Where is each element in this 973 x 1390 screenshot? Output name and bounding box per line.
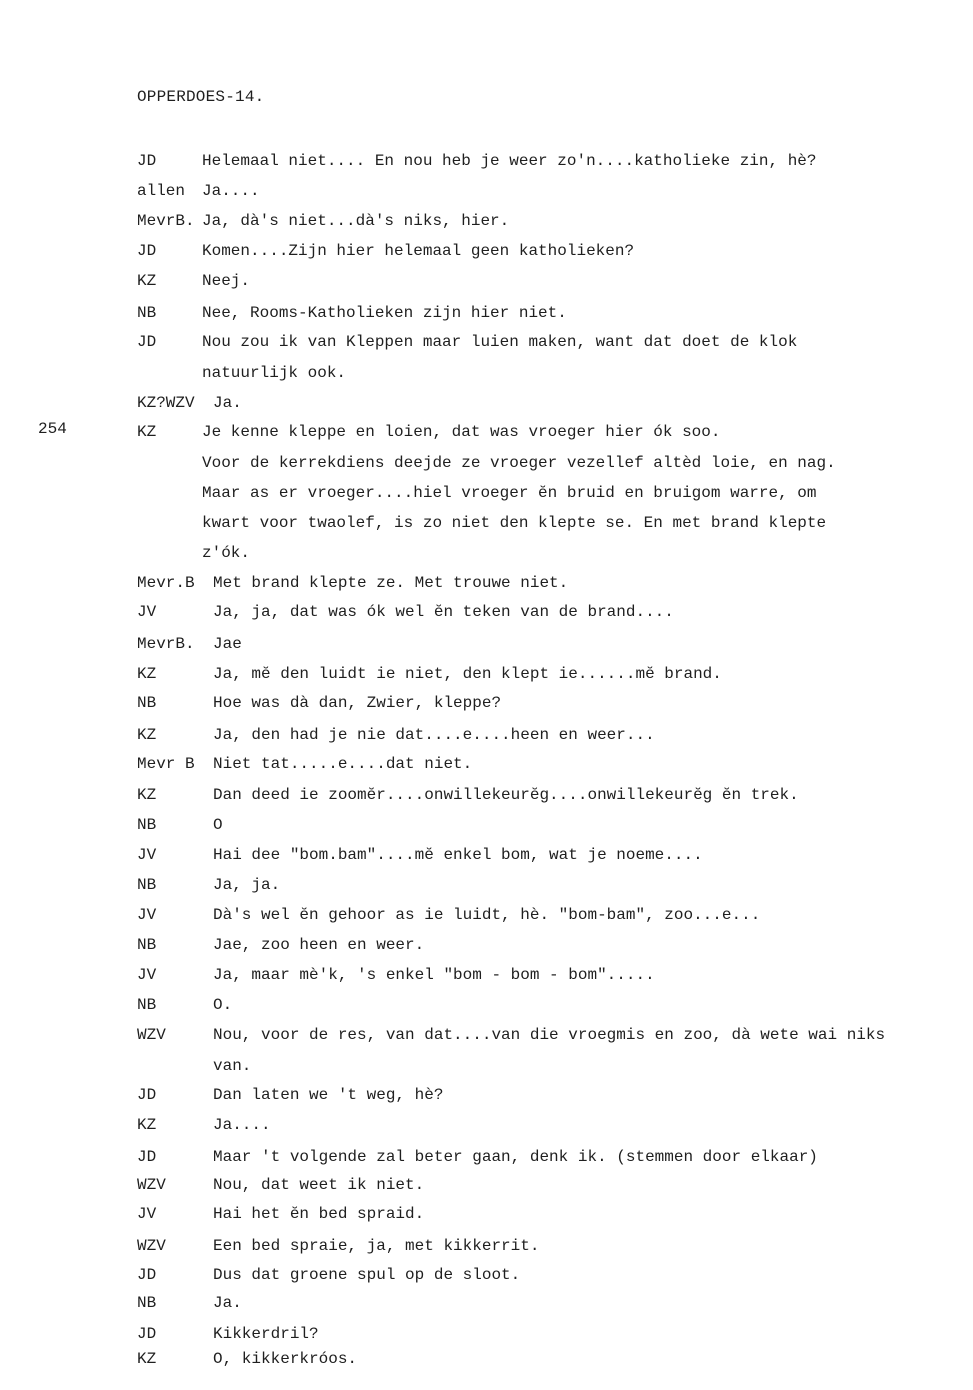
speaker-label: KZ xyxy=(137,726,157,744)
dialogue-text: kwart voor twaolef, is zo niet den klepte se. En met brand klepte xyxy=(202,514,827,532)
dialogue-line xyxy=(0,392,973,414)
dialogue-line xyxy=(0,874,973,896)
dialogue-text: natuurlijk ook. xyxy=(202,364,347,382)
dialogue-text: Hoe was dà dan, Zwier, kleppe? xyxy=(213,694,502,712)
dialogue-text: Ja, dà's niet...dà's niks, hier. xyxy=(202,212,510,230)
dialogue-text: Dan deed ie zoomĕr....onwillekeurĕg....onwillekeurĕg ĕn trek. xyxy=(213,786,799,804)
dialogue-line xyxy=(0,452,973,474)
dialogue-text: Hai dee "bom.bam"....mĕ enkel bom, wat je noeme.... xyxy=(213,846,703,864)
dialogue-line xyxy=(0,904,973,926)
dialogue-line xyxy=(0,150,973,172)
dialogue-text: Ja, ja. xyxy=(213,876,281,894)
dialogue-line xyxy=(0,934,973,956)
dialogue-line xyxy=(0,1084,973,1106)
speaker-label: JD xyxy=(137,242,157,260)
dialogue-line xyxy=(0,542,973,564)
dialogue-line xyxy=(0,362,973,384)
dialogue-text: van. xyxy=(213,1057,252,1075)
speaker-label: KZ xyxy=(137,423,157,441)
speaker-label: KZ xyxy=(137,1350,157,1368)
dialogue-line xyxy=(0,601,973,623)
dialogue-text: Je kenne kleppe en loien, dat was vroeger hier ók soo. xyxy=(202,423,721,441)
speaker-label: NB xyxy=(137,304,157,322)
dialogue-text: Ja, den had je nie dat....e....heen en weer... xyxy=(213,726,655,744)
speaker-label: NB xyxy=(137,816,157,834)
dialogue-line xyxy=(0,302,973,324)
dialogue-text: Jae xyxy=(213,635,242,653)
speaker-label: JD xyxy=(137,1086,157,1104)
dialogue-line xyxy=(0,331,973,353)
dialogue-line xyxy=(0,210,973,232)
dialogue-line xyxy=(0,1174,973,1196)
dialogue-line xyxy=(0,1146,973,1168)
speaker-label: WZV xyxy=(137,1176,166,1194)
dialogue-line xyxy=(0,1235,973,1257)
speaker-label: JD xyxy=(137,1325,157,1343)
dialogue-text: Ja. xyxy=(213,1294,242,1312)
dialogue-text: Jae, zoo heen en weer. xyxy=(213,936,425,954)
dialogue-line xyxy=(0,1292,973,1314)
dialogue-text: Komen....Zijn hier helemaal geen katholieken? xyxy=(202,242,635,260)
dialogue-text: Ja, mĕ den luidt ie niet, den klept ie......mĕ brand. xyxy=(213,665,722,683)
dialogue-text: Nou, dat weet ik niet. xyxy=(213,1176,425,1194)
dialogue-text: Helemaal niet.... En nou heb je weer zo'n....katholieke zin, hè? xyxy=(202,152,817,170)
dialogue-line xyxy=(0,844,973,866)
dialogue-text: Niet tat.....e....dat niet. xyxy=(213,755,473,773)
dialogue-text: Hai het ĕn bed spraid. xyxy=(213,1205,425,1223)
dialogue-line xyxy=(0,180,973,202)
dialogue-line xyxy=(0,724,973,746)
dialogue-text: O xyxy=(213,816,223,834)
speaker-label: KZ xyxy=(137,665,157,683)
dialogue-text: Kikkerdril? xyxy=(213,1325,319,1343)
speaker-label: JV xyxy=(137,846,157,864)
speaker-label: JD xyxy=(137,152,157,170)
dialogue-line xyxy=(0,994,973,1016)
speaker-label: JV xyxy=(137,966,157,984)
dialogue-line xyxy=(0,1348,973,1370)
dialogue-text: Ja.... xyxy=(202,182,260,200)
dialogue-text: Nee, Rooms-Katholieken zijn hier niet. xyxy=(202,304,567,322)
dialogue-line xyxy=(0,1024,973,1046)
speaker-label: KZ xyxy=(137,1116,157,1134)
dialogue-text: Ja, ja, dat was ók wel ĕn teken van de brand.... xyxy=(213,603,674,621)
dialogue-line xyxy=(0,240,973,262)
speaker-label: WZV xyxy=(137,1026,166,1044)
dialogue-line xyxy=(0,1114,973,1136)
dialogue-text: O. xyxy=(213,996,233,1014)
speaker-label: allen xyxy=(137,182,186,200)
dialogue-text: Dan laten we 't weg, hè? xyxy=(213,1086,444,1104)
dialogue-text: Dus dat groene spul op de sloot. xyxy=(213,1266,521,1284)
speaker-label: JD xyxy=(137,333,157,351)
dialogue-text: Een bed spraie, ja, met kikkerrit. xyxy=(213,1237,540,1255)
dialogue-line xyxy=(0,1055,973,1077)
page-header: OPPERDOES-14. xyxy=(137,88,265,106)
speaker-label: NB xyxy=(137,1294,157,1312)
dialogue-line xyxy=(0,692,973,714)
dialogue-text: Neej. xyxy=(202,272,251,290)
dialogue-line xyxy=(0,512,973,534)
dialogue-line xyxy=(0,814,973,836)
speaker-label: WZV xyxy=(137,1237,166,1255)
dialogue-text: Ja.... xyxy=(213,1116,271,1134)
speaker-label: NB xyxy=(137,876,157,894)
dialogue-text: Ja. xyxy=(213,394,242,412)
dialogue-line xyxy=(0,482,973,504)
dialogue-text: Met brand klepte ze. Met trouwe niet. xyxy=(213,574,569,592)
dialogue-line xyxy=(0,421,973,443)
margin-note: 254 xyxy=(38,420,67,438)
speaker-label: JV xyxy=(137,603,157,621)
dialogue-text: Maar 't volgende zal beter gaan, denk ik. (stemmen door elkaar) xyxy=(213,1148,818,1166)
dialogue-line xyxy=(0,572,973,594)
speaker-label: NB xyxy=(137,694,157,712)
speaker-label: KZ?WZV xyxy=(137,394,195,412)
speaker-label: NB xyxy=(137,996,157,1014)
dialogue-text: Voor de kerrekdiens deejde ze vroeger vezellef altèd loie, en nag. xyxy=(202,454,836,472)
dialogue-text: Nou zou ik van Kleppen maar luien maken, want dat doet de klok xyxy=(202,333,798,351)
dialogue-line xyxy=(0,753,973,775)
dialogue-line xyxy=(0,1203,973,1225)
dialogue-text: O, kikkerkróos. xyxy=(213,1350,358,1368)
dialogue-text: Dà's wel ĕn gehoor as ie luidt, hè. "bom-bam", zoo...e... xyxy=(213,906,761,924)
speaker-label: JV xyxy=(137,1205,157,1223)
speaker-label: NB xyxy=(137,936,157,954)
speaker-label: KZ xyxy=(137,272,157,290)
speaker-label: MevrB. xyxy=(137,212,195,230)
dialogue-text: z'ók. xyxy=(202,544,251,562)
dialogue-line xyxy=(0,663,973,685)
dialogue-line xyxy=(0,1264,973,1286)
speaker-label: MevrB. xyxy=(137,635,195,653)
speaker-label: JV xyxy=(137,906,157,924)
dialogue-text: Ja, maar mè'k, 's enkel "bom - bom - bom"..... xyxy=(213,966,655,984)
dialogue-text: Nou, voor de res, van dat....van die vroegmis en zoo, dà wete wai niks xyxy=(213,1026,886,1044)
speaker-label: JD xyxy=(137,1148,157,1166)
speaker-label: KZ xyxy=(137,786,157,804)
dialogue-line xyxy=(0,270,973,292)
dialogue-line xyxy=(0,633,973,655)
speaker-label: Mevr B xyxy=(137,755,195,773)
speaker-label: JD xyxy=(137,1266,157,1284)
speaker-label: Mevr.B xyxy=(137,574,195,592)
dialogue-line xyxy=(0,1323,973,1345)
dialogue-text: Maar as er vroeger....hiel vroeger ĕn bruid en bruigom warre, om xyxy=(202,484,817,502)
dialogue-line xyxy=(0,784,973,806)
dialogue-line xyxy=(0,964,973,986)
